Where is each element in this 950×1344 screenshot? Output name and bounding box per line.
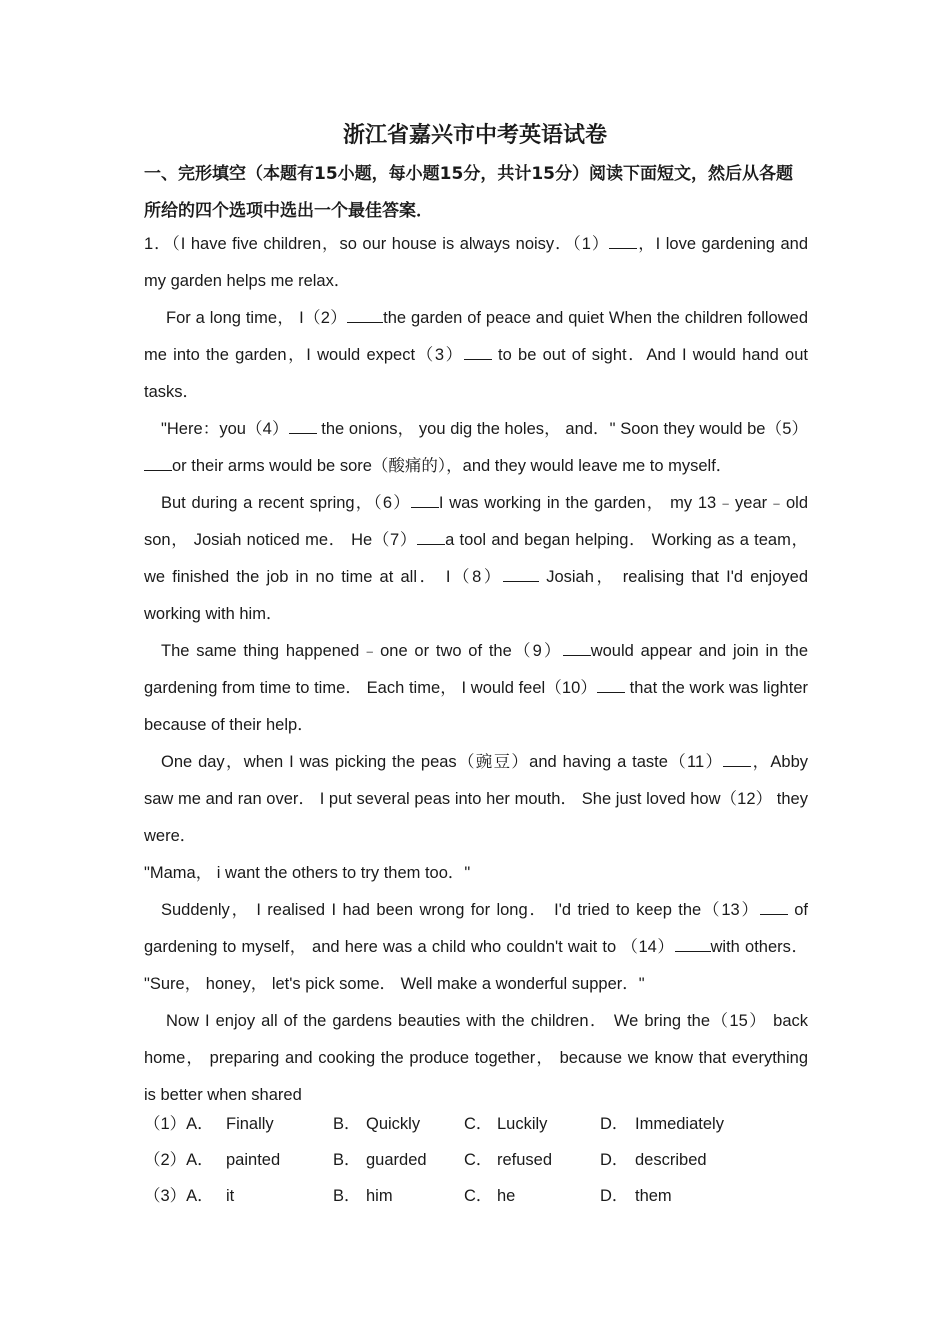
- answer-blank-11: [723, 750, 751, 767]
- option-row-2: （2）A． painted B． guarded C． refused D． described: [144, 1142, 808, 1178]
- option-2-a[interactable]: painted: [226, 1151, 281, 1169]
- answer-blank-10: [597, 676, 625, 693]
- paragraph-4: But during a recent spring，（6） I was working in the garden， my 13﹣year﹣old son， Josiah noticed me． He（7） a tool and began helping． Working as a team， we finished the job in no time at all． I（8） Josiah， realising that I'd enjoyed working with him．: [144, 485, 808, 633]
- paragraph-1: 1．（I have five children，so our house is always noisy．（1） ，I love gardening and my garden helps me relax．: [144, 226, 808, 300]
- paragraph-8: Suddenly， I realised I had been wrong for long． I'd tried to keep the（13） of gardening to myself， and here was a child who couldn't wait to （14） with others． "Sure， honey， let's pick some． Well make a wonderful supper．": [144, 892, 808, 1003]
- answer-blank-13: [760, 898, 788, 915]
- option-1-c[interactable]: Luckily: [497, 1115, 548, 1133]
- paragraph-3: "Here：you（4） the onions， you dig the holes， and．" Soon they would be（5）or their arms would be sore（酸痛的），and they would leave me to myself．: [144, 411, 808, 485]
- option-3-a[interactable]: it: [226, 1187, 235, 1205]
- option-3-d[interactable]: them: [635, 1187, 672, 1205]
- option-1-d[interactable]: Immediately: [635, 1115, 724, 1133]
- answer-blank-14: [675, 935, 711, 952]
- option-3-b[interactable]: him: [366, 1187, 393, 1205]
- answer-blank-9: [563, 639, 591, 656]
- answer-blank-3: [464, 343, 492, 360]
- answer-blank-5: [144, 454, 172, 471]
- option-1-a[interactable]: Finally: [226, 1115, 274, 1133]
- paragraph-6: One day，when I was picking the peas（豌豆）and having a taste（11） ，Abby saw me and ran over． I put several peas into her mouth． She just loved how（12） they were．: [144, 744, 808, 855]
- paragraph-2: For a long time， I（2） the garden of peace and quiet When the children followed me into the garden，I would expect（3） to be out of sight．And I would hand out tasks．: [144, 300, 808, 411]
- option-2-c[interactable]: refused: [497, 1151, 553, 1169]
- option-2-b[interactable]: guarded: [366, 1151, 427, 1169]
- paragraph-9: Now I enjoy all of the gardens beauties with the children． We bring the（15） back home， preparing and cooking the produce together， because we know that everything is better when shared: [144, 1012, 808, 1104]
- answer-blank-6: [411, 491, 439, 508]
- section-heading: 一、完形填空（本题有15小题，每小题15分，共计15分）阅读下面短文，然后从各题所给的四个选项中选出一个最佳答案．: [144, 164, 793, 221]
- option-3-c[interactable]: he: [497, 1187, 516, 1205]
- paragraph-7: "Mama， i want the others to try them too．": [144, 864, 471, 882]
- answer-blank-8: [503, 565, 539, 582]
- paragraph-5: The same thing happened﹣one or two of the（9） would appear and join in the gardening from time to time． Each time， I would feel（10） that the work was lighter because of their help．: [144, 633, 808, 744]
- answer-blank-7: [417, 528, 445, 545]
- answer-blank-4: [289, 417, 317, 434]
- option-row-3: （3）A． it B． him C． he D． them: [144, 1178, 808, 1214]
- option-1-b[interactable]: Quickly: [366, 1115, 421, 1133]
- page-title: 浙江省嘉兴市中考英语试卷: [342, 123, 607, 148]
- answer-blank-2: [347, 306, 383, 323]
- cloze-passage: [144, 226, 808, 1114]
- option-2-d[interactable]: described: [635, 1151, 707, 1169]
- answer-options: [144, 1106, 808, 1214]
- answer-blank-1: [609, 232, 637, 249]
- option-row-1: （1）A． Finally B． Quickly C． Luckily D． Immediately: [144, 1106, 808, 1142]
